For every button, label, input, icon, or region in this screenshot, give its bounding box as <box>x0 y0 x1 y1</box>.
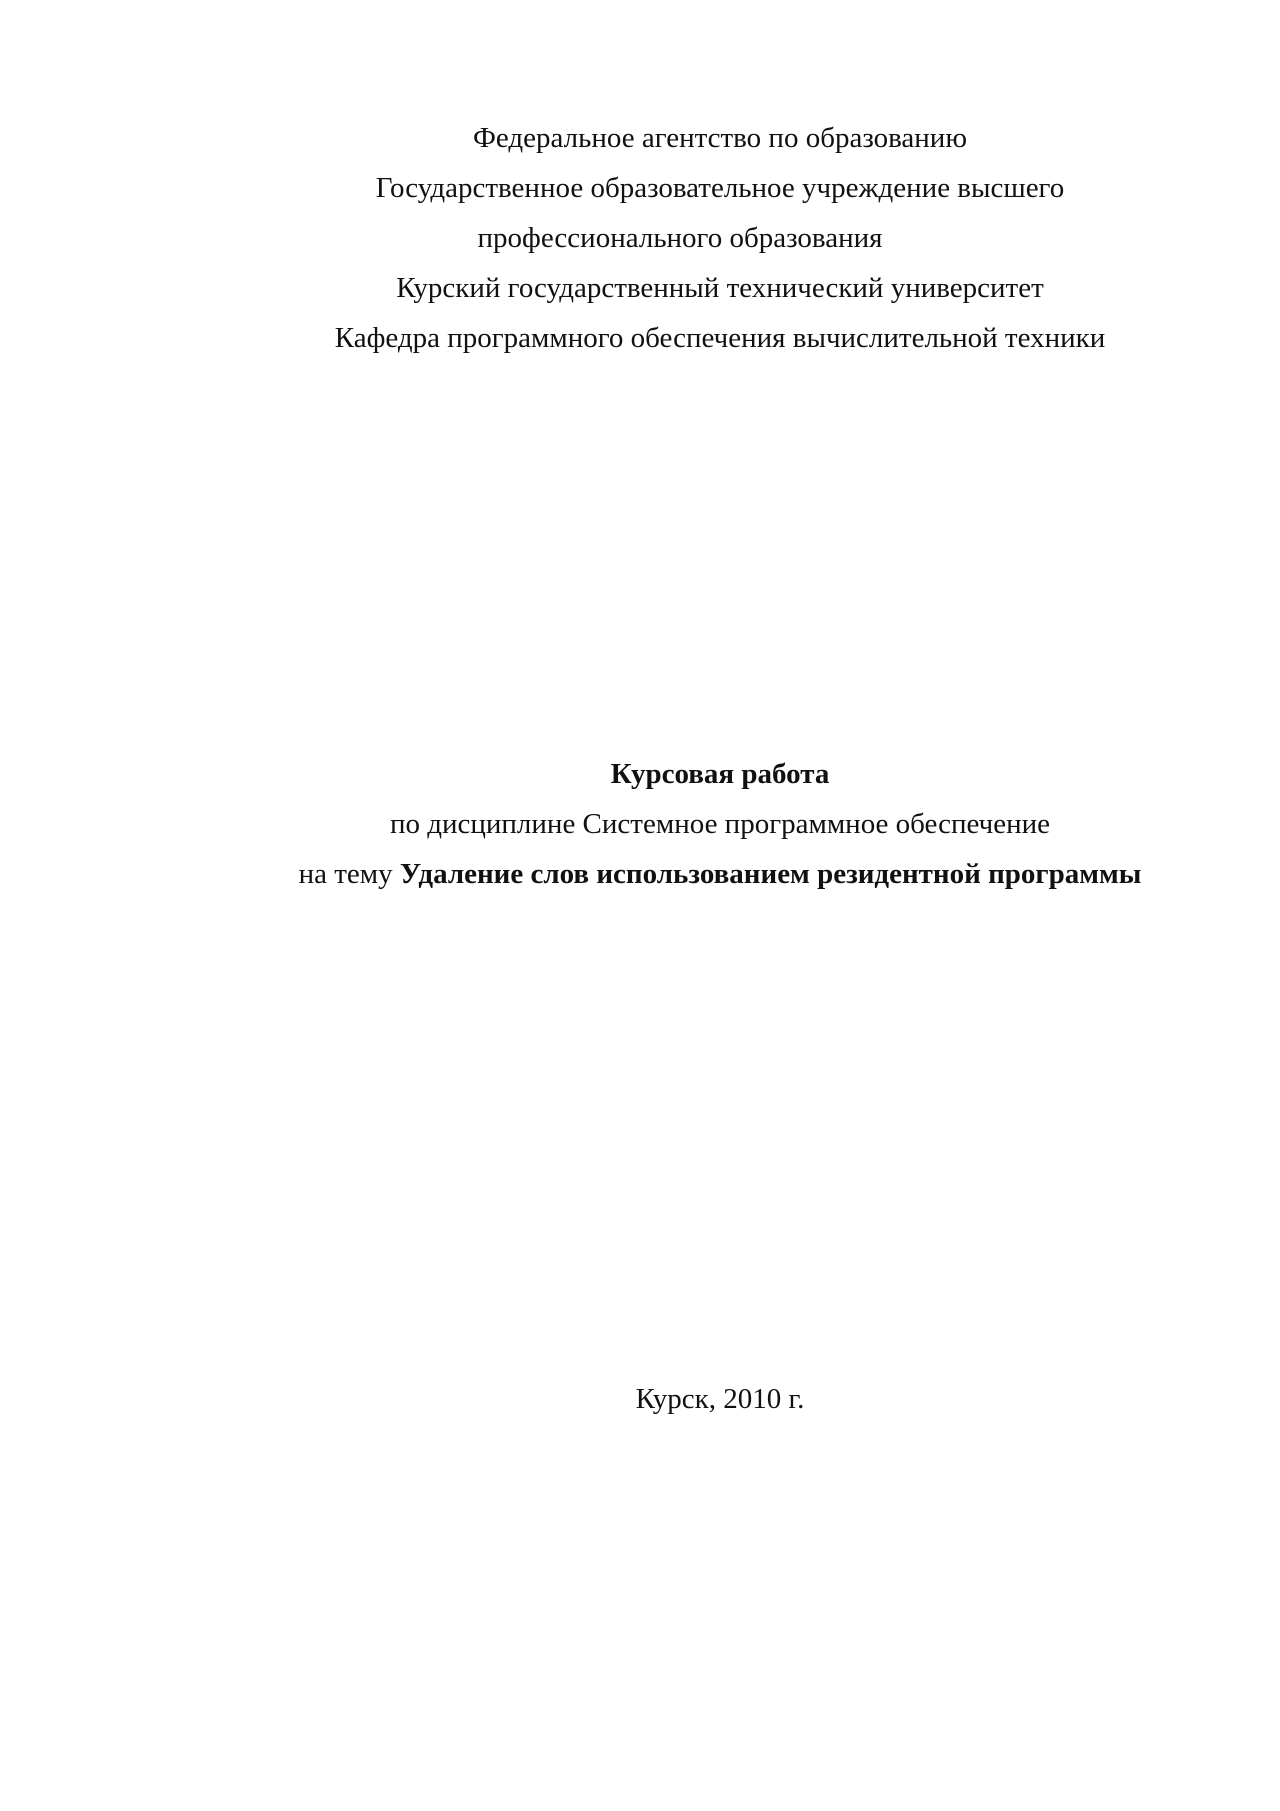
topic-prefix: на тему <box>298 858 393 890</box>
institution-line-2: профессионального образования <box>477 222 883 254</box>
agency-name: Федеральное агентство по образованию <box>472 122 967 154</box>
topic-title: Удаление слов использованием резидентной программы <box>399 858 1142 890</box>
discipline-line: по дисциплине Системное программное обеспечение <box>389 808 1051 840</box>
city-year: Курск, 2010 г. <box>635 1383 805 1415</box>
department-name: Кафедра программного обеспечения вычислительной техники <box>334 322 1106 354</box>
university-name: Курский государственный технический университет <box>396 272 1044 304</box>
institution-line-1: Государственное образовательное учреждение высшего <box>375 172 1065 204</box>
work-type-title: Курсовая работа <box>610 758 830 790</box>
topic-line <box>80 856 1280 892</box>
